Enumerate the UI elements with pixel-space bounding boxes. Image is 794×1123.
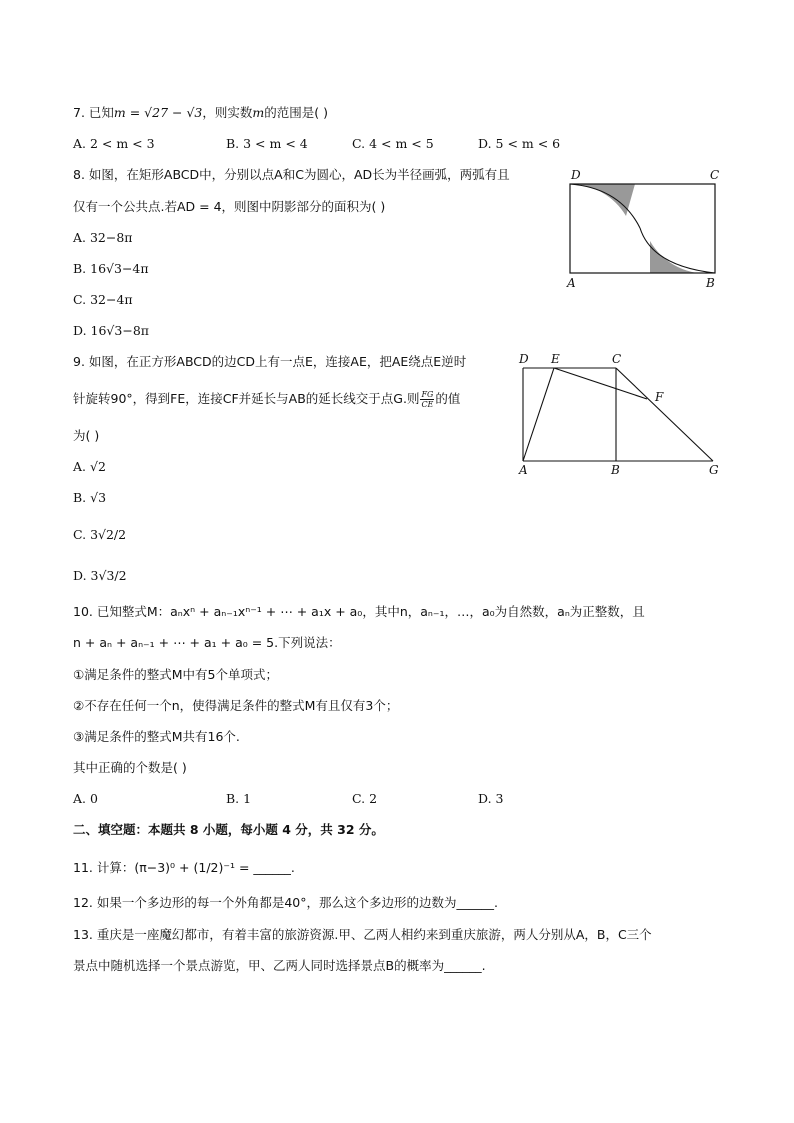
- question-9-line2: 针旋转90°，得到FE，连接CF并延长与AB的延长线交于点G.则 $\frac{FG}{CE}$ 的值: [73, 390, 461, 409]
- question-9-line1: 9. 如图，在正方形ABCD的边CD上有一点E，连接AE，把AE绕点E逆时: [73, 354, 467, 369]
- question-10-statement-3: ③满足条件的整式M共有16个.: [73, 729, 240, 744]
- q8-label-a: A: [567, 276, 576, 290]
- q7-option-c[interactable]: C. 4 < m < 5: [352, 136, 434, 151]
- q10-option-d[interactable]: D. 3: [478, 791, 504, 806]
- question-10-statement-1: ①满足条件的整式M中有5个单项式；: [73, 667, 278, 682]
- q10-option-b[interactable]: B. 1: [226, 791, 252, 806]
- q8-label-c: C: [710, 168, 720, 182]
- question-10-statement-2: ②不存在任何一个n，使得满足条件的整式M有且仅有3个；: [73, 698, 399, 713]
- q10-option-a[interactable]: A. 0: [73, 791, 98, 806]
- q9-label-g: G: [709, 463, 719, 477]
- question-10-line2: n + aₙ + aₙ₋₁ + ⋯ + a₁ + a₀ = 5.下列说法：: [73, 635, 341, 650]
- q9-fraction: $\frac{FG}{CE}$: [421, 390, 434, 409]
- q9-label-a: A: [519, 463, 528, 477]
- q9-label-d: D: [519, 352, 529, 366]
- question-11: 11. 计算：(π−3)⁰ + (1/2)⁻¹ = ______.: [73, 860, 295, 875]
- q8-shade-bottom: [650, 241, 715, 274]
- q9-label-b: B: [611, 463, 620, 477]
- question-12: 12. 如果一个多边形的每一个外角都是40°，那么这个多边形的边数为______.: [73, 895, 498, 910]
- q7-option-a[interactable]: A. 2 < m < 3: [73, 136, 155, 151]
- question-9-line3: 为( ): [73, 428, 100, 443]
- question-13-line2: 景点中随机选择一个景点游览，甲、乙两人同时选择景点B的概率为______.: [73, 958, 486, 973]
- q8-rectangle: [570, 184, 715, 273]
- question-13-line1: 13. 重庆是一座魔幻都市，有着丰富的旅游资源.甲、乙两人相约来到重庆旅游，两人分别从A，B，C三个: [73, 927, 652, 942]
- q8-label-b: B: [706, 276, 715, 290]
- q9-label-f: F: [655, 390, 664, 404]
- q8-option-b[interactable]: B. 16√3−4π: [73, 261, 149, 276]
- question-7-stem: 7. 已知m = √27 − √3，则实数m的范围是( ): [73, 105, 328, 120]
- question-10-line1: 10. 已知整式M：aₙxⁿ + aₙ₋₁xⁿ⁻¹ + ⋯ + a₁x + a₀，其中n，aₙ₋₁，…，a₀为自然数，aₙ为正整数，且: [73, 604, 645, 619]
- q9-label-c: C: [612, 352, 622, 366]
- q9-label-e: E: [551, 352, 560, 366]
- q8-label-d: D: [571, 168, 581, 182]
- q8-option-a[interactable]: A. 32−8π: [73, 230, 133, 245]
- question-8-line1: 8. 如图，在矩形ABCD中，分别以点A和C为圆心，AD长为半径画弧，两弧有且: [73, 167, 510, 182]
- q8-option-c[interactable]: C. 32−4π: [73, 292, 133, 307]
- q9-option-d[interactable]: D. 3√3/2: [73, 568, 127, 583]
- q7-option-d[interactable]: D. 5 < m < 6: [478, 136, 561, 151]
- q8-option-d[interactable]: D. 16√3−8π: [73, 323, 149, 338]
- q8-shade-top: [570, 184, 635, 216]
- q9-option-b[interactable]: B. √3: [73, 490, 107, 505]
- q9-option-a[interactable]: A. √2: [73, 459, 106, 474]
- question-8-line2: 仅有一个公共点.若AD = 4，则图中阴影部分的面积为( ): [73, 199, 386, 214]
- q8-figure: [560, 166, 725, 291]
- section-2-heading: 二、填空题：本题共 8 小题，每小题 4 分，共 32 分。: [73, 822, 384, 837]
- q10-option-c[interactable]: C. 2: [352, 791, 378, 806]
- q9-figure: [512, 350, 727, 480]
- q7-option-b[interactable]: B. 3 < m < 4: [226, 136, 308, 151]
- question-10-ask: 其中正确的个数是( ): [73, 760, 187, 775]
- q9-option-c[interactable]: C. 3√2/2: [73, 527, 127, 542]
